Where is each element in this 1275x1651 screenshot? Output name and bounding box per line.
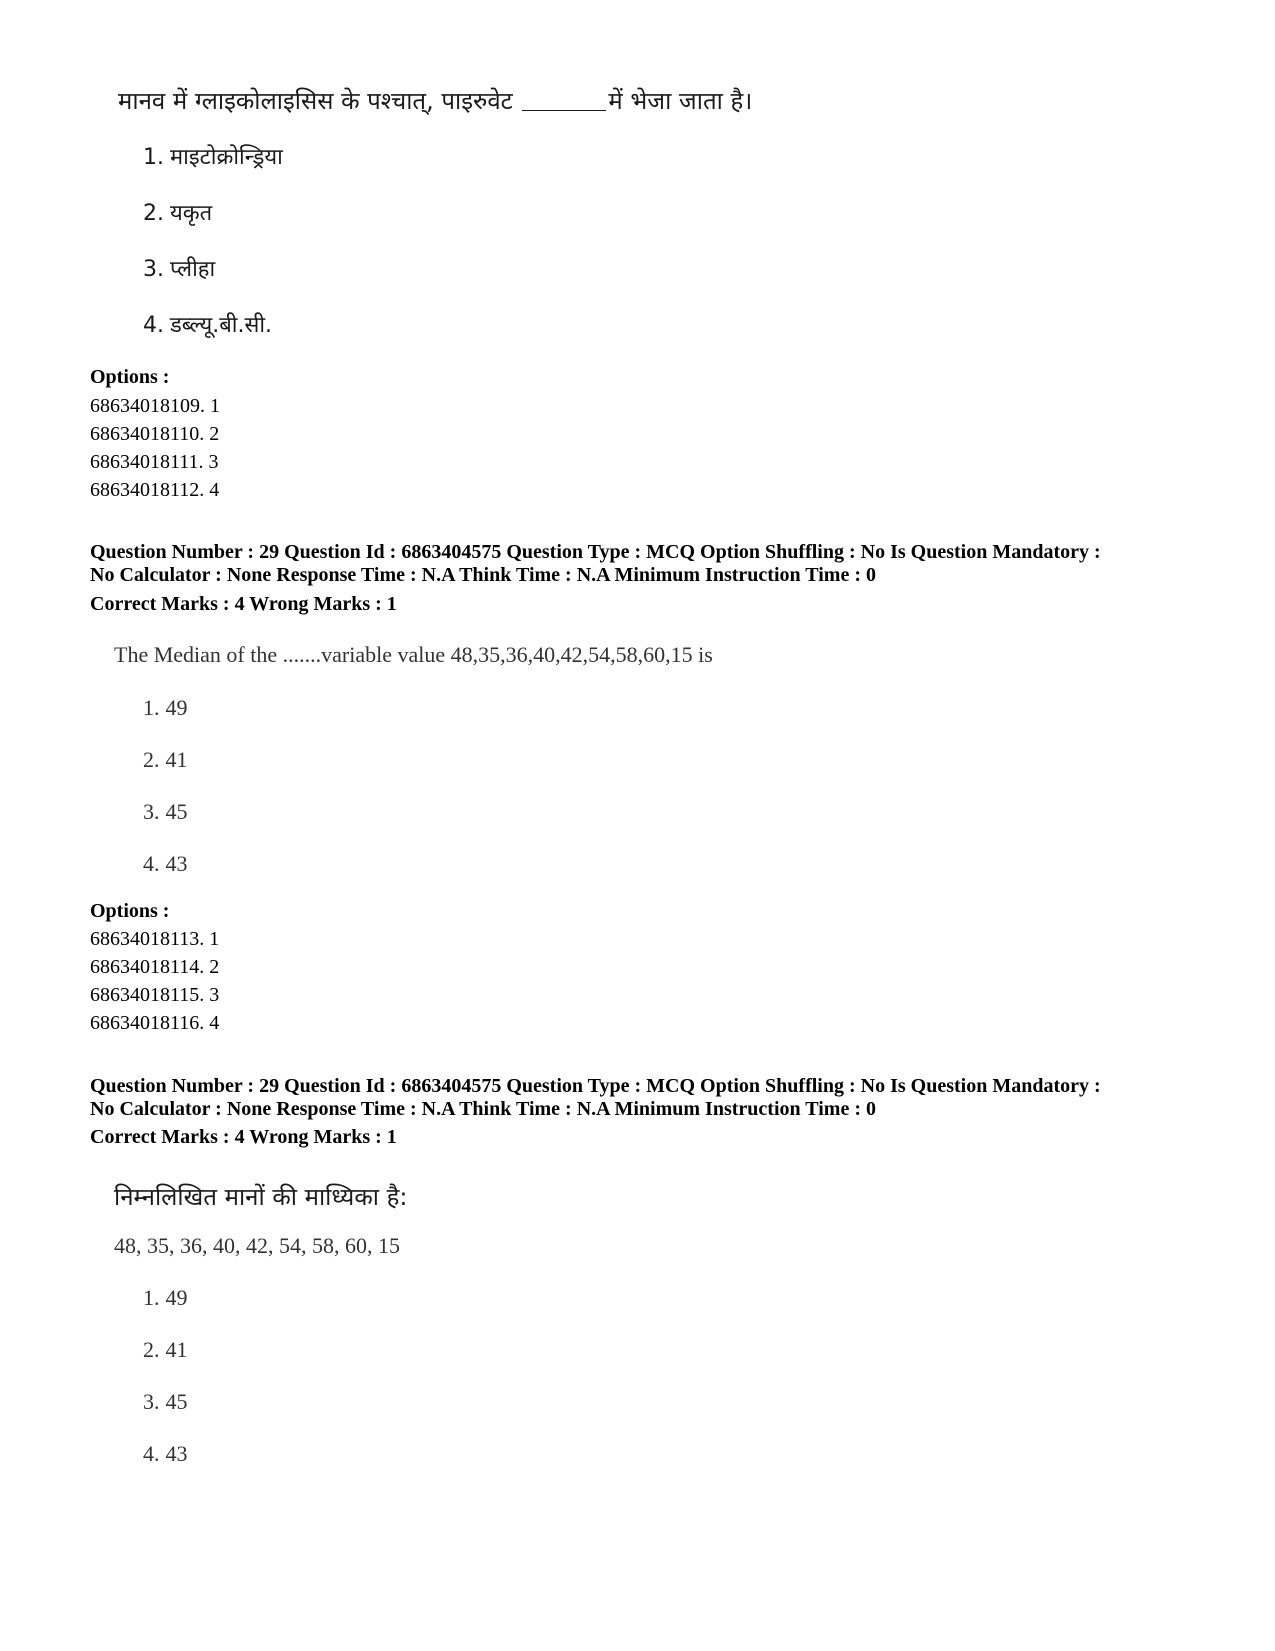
choice-text: 41 (165, 1337, 188, 1362)
question-values: 48, 35, 36, 40, 42, 54, 58, 60, 15 (114, 1233, 400, 1258)
choice-text: 43 (165, 1441, 188, 1466)
choice-number: 1. (143, 695, 160, 720)
question-stem: The Median of the .......variable value 48,35,36,40,42,54,58,60,15 is (114, 642, 713, 667)
choice-text: यकृत (170, 201, 213, 226)
marks-line: Correct Marks : 4 Wrong Marks : 1 (90, 593, 397, 615)
choice-text: 49 (165, 1285, 188, 1310)
question-meta-line: Question Number : 29 Question Id : 6863404575 Question Type : MCQ Option Shuffling : No Is Question Mandatory : (90, 1075, 1101, 1097)
answer-choice (143, 141, 283, 171)
choice-number: 2. (143, 1337, 160, 1362)
option-id: 68634018111. 3 (90, 451, 219, 473)
answer-choice (143, 1441, 188, 1467)
question-stem (118, 84, 752, 117)
options-label: Options : (90, 900, 170, 922)
choice-text: 43 (165, 851, 188, 876)
marks-line: Correct Marks : 4 Wrong Marks : 1 (90, 1126, 397, 1148)
choice-number: 2. (143, 747, 160, 772)
option-id: 68634018113. 1 (90, 928, 220, 950)
option-id: 68634018114. 2 (90, 956, 220, 978)
question-meta-line: Question Number : 29 Question Id : 6863404575 Question Type : MCQ Option Shuffling : No Is Question Mandatory : (90, 541, 1101, 563)
option-id: 68634018112. 4 (90, 479, 220, 501)
choice-text: प्लीहा (170, 257, 216, 282)
question-stem-part-1: मानव में ग्लाइकोलाइसिस के पश्चात्, पाइरुवेट (118, 87, 513, 115)
answer-choice (143, 1285, 188, 1311)
answer-choice (143, 851, 188, 877)
choice-text: डब्ल्यू.बी.सी. (170, 313, 273, 338)
option-id: 68634018110. 2 (90, 423, 220, 445)
answer-choice (143, 1389, 188, 1415)
choice-text: 45 (165, 799, 188, 824)
choice-number: 4. (143, 313, 164, 338)
option-id: 68634018109. 1 (90, 395, 220, 417)
options-label: Options : (90, 366, 170, 388)
question-stem-part-2: में भेजा जाता है। (608, 87, 753, 115)
choice-text: 49 (165, 695, 188, 720)
choice-number: 1. (143, 1285, 160, 1310)
choice-number: 1. (143, 145, 164, 170)
question-stem: निम्नलिखित मानों की माध्यिका है: (114, 1183, 408, 1211)
option-id: 68634018115. 3 (90, 984, 220, 1006)
answer-choice (143, 197, 212, 227)
choice-number: 4. (143, 851, 160, 876)
answer-choice (143, 1337, 188, 1363)
choice-number: 4. (143, 1441, 160, 1466)
choice-number: 3. (143, 799, 160, 824)
choice-number: 2. (143, 201, 164, 226)
fill-in-blank (522, 92, 606, 111)
question-meta-line: No Calculator : None Response Time : N.A Think Time : N.A Minimum Instruction Time : 0 (90, 1098, 876, 1120)
choice-number: 3. (143, 1389, 160, 1414)
answer-choice (143, 695, 188, 721)
choice-text: 41 (165, 747, 188, 772)
question-meta-line: No Calculator : None Response Time : N.A Think Time : N.A Minimum Instruction Time : 0 (90, 564, 876, 586)
choice-text: माइटोक्रोन्ड्रिया (170, 145, 283, 170)
answer-choice (143, 747, 188, 773)
option-id: 68634018116. 4 (90, 1012, 220, 1034)
answer-choice (143, 799, 188, 825)
choice-number: 3. (143, 257, 164, 282)
choice-text: 45 (165, 1389, 188, 1414)
answer-choice (143, 309, 272, 339)
answer-choice (143, 253, 215, 283)
